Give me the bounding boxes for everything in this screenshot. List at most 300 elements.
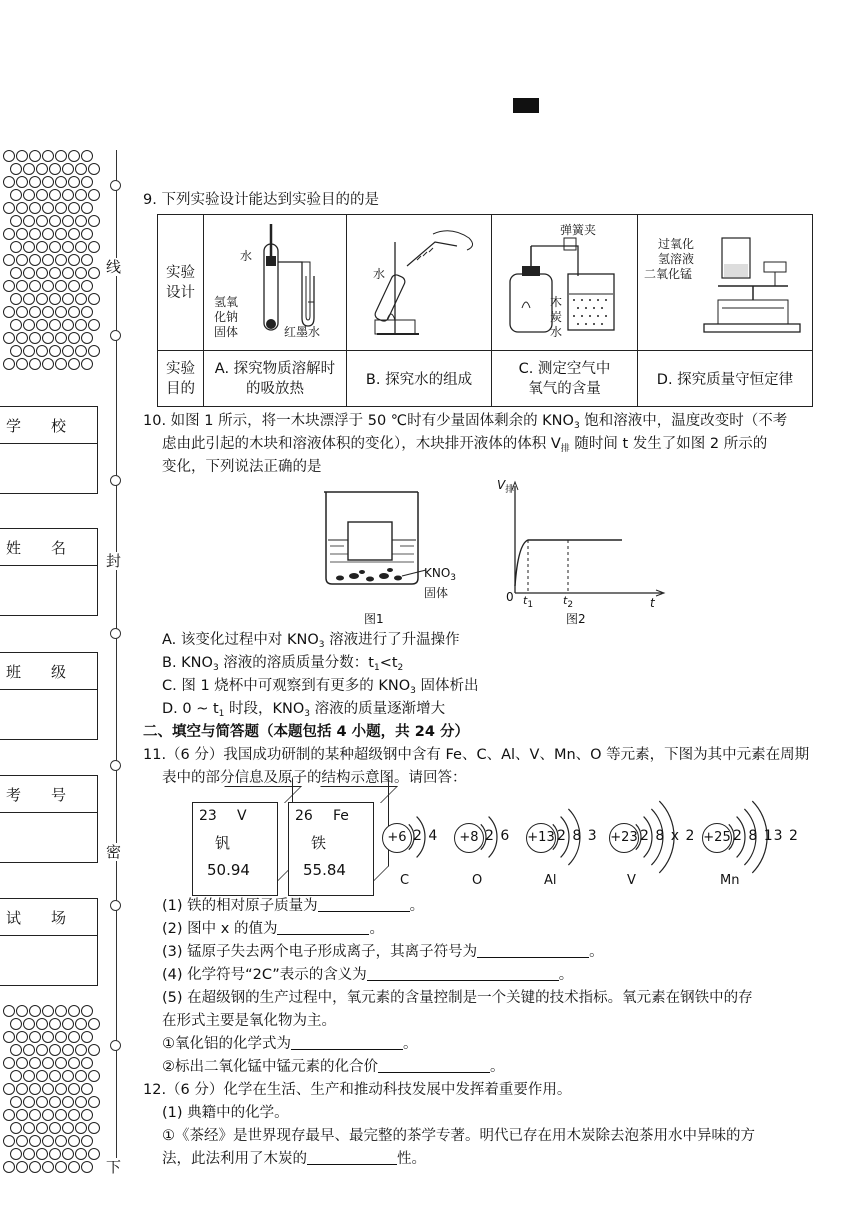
- seal-circle: [110, 180, 121, 191]
- dot: [68, 1057, 80, 1069]
- dot: [49, 345, 61, 357]
- dot: [88, 293, 100, 305]
- q9-stem: 9. 下列实验设计能达到实验目的的是: [143, 192, 379, 208]
- dot: [23, 1148, 35, 1160]
- dot: [29, 1135, 41, 1147]
- dot: [88, 163, 100, 175]
- dot: [16, 1005, 28, 1017]
- dot-pattern-bottom: [0, 1005, 98, 1180]
- dot: [42, 150, 54, 162]
- dot: [23, 215, 35, 227]
- page-marker: 下: [106, 1158, 122, 1176]
- class-field[interactable]: [0, 652, 98, 740]
- exam-number-field[interactable]: [0, 775, 98, 863]
- dot: [16, 254, 28, 266]
- label-water: 水: [373, 267, 386, 281]
- dot: [62, 189, 74, 201]
- dot: [3, 358, 15, 370]
- dot: [81, 1161, 93, 1173]
- figure1-caption: 图1: [364, 612, 384, 626]
- dot: [3, 332, 15, 344]
- q9-diagram-a: [204, 215, 347, 351]
- dot: [36, 241, 48, 253]
- dot: [42, 254, 54, 266]
- dot: [10, 1148, 22, 1160]
- dot: [23, 1018, 35, 1030]
- fe-atomic-number: 26: [295, 808, 313, 824]
- dot: [75, 267, 87, 279]
- dot: [10, 1044, 22, 1056]
- dot: [68, 1161, 80, 1173]
- figure2-caption: 图2: [566, 612, 586, 626]
- dot: [16, 228, 28, 240]
- dot: [42, 228, 54, 240]
- label-h2o2-2: 氢溶液: [658, 252, 695, 266]
- dot: [81, 1005, 93, 1017]
- dot: [81, 1135, 93, 1147]
- dot: [3, 306, 15, 318]
- seal-char-secret: 密: [106, 843, 122, 861]
- dot: [10, 267, 22, 279]
- q9-experiment-table: [157, 214, 813, 407]
- seal-circle: [110, 628, 121, 639]
- dot: [42, 1057, 54, 1069]
- element-label: C: [400, 873, 410, 888]
- q9-option-b: B. 探究水的组成: [347, 351, 492, 407]
- dot: [81, 228, 93, 240]
- dot: [42, 1083, 54, 1095]
- q11-part1: (1) 铁的相对原子质量为 。: [162, 898, 425, 914]
- dot: [75, 1122, 87, 1134]
- dot: [62, 241, 74, 253]
- dot: [23, 1096, 35, 1108]
- dot: [10, 1070, 22, 1082]
- dot: [62, 1044, 74, 1056]
- q9-option-d: D. 探究质量守恒定律: [638, 351, 813, 407]
- dot: [81, 1083, 93, 1095]
- name-field[interactable]: [0, 528, 98, 616]
- nucleus: +6: [382, 823, 412, 853]
- dot: [49, 215, 61, 227]
- dot: [36, 215, 48, 227]
- dot: [68, 1109, 80, 1121]
- dot: [55, 358, 67, 370]
- dot: [23, 1044, 35, 1056]
- label-charcoal-2: 炭: [550, 310, 563, 324]
- school-label: 学 校: [6, 417, 67, 435]
- seal-circle: [110, 760, 121, 771]
- dot: [62, 319, 74, 331]
- dot: [55, 1161, 67, 1173]
- q12-part1-sub1-line2: 法，此法利用了木炭的 性。: [162, 1151, 426, 1167]
- figure2-volume-time-graph: [490, 478, 670, 608]
- dot: [23, 293, 35, 305]
- dot: [29, 1083, 41, 1095]
- dot: [68, 254, 80, 266]
- dot: [88, 189, 100, 201]
- q11-part5-line2: 在形式主要是氧化物为主。: [162, 1013, 336, 1029]
- dot: [10, 189, 22, 201]
- dot: [81, 1109, 93, 1121]
- dot: [68, 332, 80, 344]
- dot: [62, 345, 74, 357]
- dot: [55, 306, 67, 318]
- dot: [29, 306, 41, 318]
- dot: [42, 1031, 54, 1043]
- figure1-beaker-diagram: [318, 488, 428, 588]
- dot: [36, 189, 48, 201]
- dot: [75, 241, 87, 253]
- q9-diagram-d: [638, 215, 813, 351]
- dot: [55, 280, 67, 292]
- q12-stem: 12.（6 分）化学在生活、生产和推动科技发展中发挥着重要作用。: [143, 1082, 572, 1098]
- dot: [36, 345, 48, 357]
- q11-part3: (3) 锰原子失去两个电子形成离子，其离子符号为 。: [162, 944, 604, 960]
- dot: [36, 1122, 48, 1134]
- dot: [81, 358, 93, 370]
- dot: [16, 280, 28, 292]
- seal-circle: [110, 1040, 121, 1051]
- dot: [3, 1109, 15, 1121]
- dot: [16, 1109, 28, 1121]
- dot: [10, 1122, 22, 1134]
- water-composition-diagram: [347, 216, 491, 350]
- fe-atomic-mass: 55.84: [303, 861, 346, 879]
- dot: [75, 293, 87, 305]
- dot: [23, 319, 35, 331]
- q10-stem-line2: 虑由此引起的木块和溶液体积的变化），木块排开液体的体积 $V_排$ 随时间 t 发生了如图 2 所示的: [162, 436, 768, 454]
- dot: [36, 319, 48, 331]
- dot: [29, 358, 41, 370]
- dot: [23, 345, 35, 357]
- q11-stem-line2: 表中的部分信息及原子的结构示意图。请回答：: [162, 770, 467, 786]
- dot: [55, 254, 67, 266]
- label-water: 水: [240, 249, 253, 263]
- dot: [16, 1083, 28, 1095]
- dot: [10, 345, 22, 357]
- figure2-origin: 0: [506, 590, 514, 604]
- electron-counts: 2 8 x 2: [640, 828, 696, 844]
- dot: [16, 1031, 28, 1043]
- dot: [29, 202, 41, 214]
- dot: [68, 280, 80, 292]
- dot: [36, 1148, 48, 1160]
- dot: [81, 176, 93, 188]
- q9-diagram-c: [492, 215, 638, 351]
- label-h2o2-1: 过氧化: [658, 237, 695, 251]
- seal-char-seal: 封: [106, 552, 122, 570]
- label-naoh-2: 化钠: [214, 310, 239, 324]
- dot: [88, 1148, 100, 1160]
- dot: [3, 1161, 15, 1173]
- dot: [42, 1161, 54, 1173]
- dot: [36, 1018, 48, 1030]
- dot: [49, 267, 61, 279]
- v-name: 钒: [215, 834, 231, 852]
- dot: [16, 1057, 28, 1069]
- dot: [49, 1044, 61, 1056]
- dot: [10, 241, 22, 253]
- dot: [75, 189, 87, 201]
- dot: [29, 1031, 41, 1043]
- q10-option-b: B. $KNO_3$ 溶液的溶质质量分数：$t_1<t_2$: [162, 655, 404, 673]
- nucleus: +8: [454, 823, 484, 853]
- q11-part5-sub1: ①氧化铝的化学式为 。: [162, 1036, 418, 1052]
- v-atomic-mass: 50.94: [207, 861, 250, 879]
- dot: [36, 293, 48, 305]
- dot: [68, 1031, 80, 1043]
- q10-stem-line3: 变化，下列说法正确的是: [162, 459, 322, 475]
- dot: [81, 332, 93, 344]
- q12-part1: (1) 典籍中的化学。: [162, 1105, 289, 1121]
- figure1-label-kno3: $KNO_3$ 固体: [424, 566, 457, 600]
- dot: [81, 202, 93, 214]
- dot: [68, 150, 80, 162]
- label-mno2: 二氧化锰: [644, 267, 693, 281]
- v-atomic-number: 23: [199, 808, 217, 824]
- print-registration-mark: [513, 98, 539, 113]
- school-field[interactable]: [0, 406, 98, 494]
- dot: [81, 306, 93, 318]
- dot: [10, 1096, 22, 1108]
- electron-counts: 2 4: [413, 828, 439, 844]
- dot: [3, 1083, 15, 1095]
- dot: [75, 215, 87, 227]
- dot: [49, 1018, 61, 1030]
- q11-part5-line1: (5) 在超级钢的生产过程中，氧元素的含量控制是一个关键的技术指标。氧元素在钢铁中的存: [162, 990, 753, 1006]
- dot: [81, 1057, 93, 1069]
- dot: [75, 1096, 87, 1108]
- dot: [88, 1122, 100, 1134]
- dot: [10, 1018, 22, 1030]
- dot: [16, 1161, 28, 1173]
- label-charcoal-1: 木: [550, 295, 563, 309]
- q10-option-d: D. 0 ~ $t_1$ 时段，$KNO_3$ 溶液的质量逐渐增大: [162, 701, 446, 719]
- exam-room-field[interactable]: [0, 898, 98, 986]
- dot: [29, 1057, 41, 1069]
- element-label: Mn: [720, 873, 740, 888]
- dot: [29, 150, 41, 162]
- dot: [3, 1135, 15, 1147]
- dot: [3, 280, 15, 292]
- dot: [55, 202, 67, 214]
- fe-name: 铁: [311, 834, 327, 852]
- dot: [23, 267, 35, 279]
- dot: [29, 332, 41, 344]
- dot: [75, 345, 87, 357]
- q9-diagram-b: [347, 215, 492, 351]
- dot: [23, 1122, 35, 1134]
- dot: [49, 319, 61, 331]
- dot: [68, 176, 80, 188]
- seal-circle: [110, 900, 121, 911]
- dot: [42, 358, 54, 370]
- dot: [42, 1109, 54, 1121]
- seal-circle: [110, 330, 121, 341]
- figure2-t2: $t_2$: [563, 594, 574, 610]
- dot: [49, 1122, 61, 1134]
- dot: [81, 1031, 93, 1043]
- dot: [42, 332, 54, 344]
- dot: [81, 150, 93, 162]
- dot: [62, 293, 74, 305]
- dot: [3, 150, 15, 162]
- dot: [49, 189, 61, 201]
- dot-pattern-top: [0, 150, 98, 400]
- q11-part5-sub2: ②标出二氧化锰中锰元素的化合价 。: [162, 1059, 505, 1075]
- dot: [29, 1109, 41, 1121]
- dot: [10, 319, 22, 331]
- dot: [3, 176, 15, 188]
- q11-part4: (4) 化学符号“2C”表示的含义为 。: [162, 967, 574, 983]
- dot: [55, 1109, 67, 1121]
- dot: [55, 228, 67, 240]
- dot: [10, 163, 22, 175]
- dot: [88, 1070, 100, 1082]
- dot: [62, 267, 74, 279]
- dot: [88, 267, 100, 279]
- dot: [62, 1018, 74, 1030]
- dot: [62, 163, 74, 175]
- dot: [68, 228, 80, 240]
- dot: [81, 254, 93, 266]
- dot: [42, 176, 54, 188]
- dot: [88, 1096, 100, 1108]
- dot: [62, 1070, 74, 1082]
- dot: [55, 1057, 67, 1069]
- dot: [3, 202, 15, 214]
- dot: [49, 1070, 61, 1082]
- dot: [42, 202, 54, 214]
- dot: [55, 1031, 67, 1043]
- dot: [29, 254, 41, 266]
- name-label: 姓 名: [6, 539, 67, 557]
- dot: [49, 163, 61, 175]
- q11-stem-line1: 11.（6 分）我国成功研制的某种超级钢中含有 Fe、C、Al、V、Mn、O 等元素，下图为其中元素在周期: [143, 747, 810, 763]
- q9-row2-header: 实验 目的: [158, 351, 204, 407]
- dot: [88, 345, 100, 357]
- dot: [23, 1070, 35, 1082]
- dot: [29, 176, 41, 188]
- dot: [55, 1135, 67, 1147]
- dot: [68, 1005, 80, 1017]
- dot: [55, 1083, 67, 1095]
- dot: [55, 332, 67, 344]
- dot: [75, 1070, 87, 1082]
- exam-room-label: 试 场: [6, 909, 67, 927]
- dot: [36, 1096, 48, 1108]
- dot: [42, 306, 54, 318]
- fe-symbol: Fe: [333, 808, 349, 824]
- dot: [29, 280, 41, 292]
- element-label: O: [472, 873, 483, 888]
- dot: [49, 1148, 61, 1160]
- dot: [49, 241, 61, 253]
- seal-circle: [110, 475, 121, 486]
- dot: [23, 241, 35, 253]
- dot: [68, 306, 80, 318]
- dot: [3, 1057, 15, 1069]
- dot: [62, 1096, 74, 1108]
- dot: [23, 163, 35, 175]
- element-label: Al: [544, 873, 557, 888]
- dot: [88, 1044, 100, 1056]
- dot: [88, 1018, 100, 1030]
- q9-option-c: C. 测定空气中 氧气的含量: [492, 351, 638, 407]
- q10-option-a: A. 该变化过程中对 $KNO_3$ 溶液进行了升温操作: [162, 632, 460, 650]
- dot: [49, 293, 61, 305]
- dot: [23, 189, 35, 201]
- dot: [16, 202, 28, 214]
- dot: [3, 1031, 15, 1043]
- figure2-t1: $t_1$: [523, 594, 534, 610]
- nucleus: +25: [702, 823, 732, 853]
- dot: [29, 1005, 41, 1017]
- seal-line: [116, 150, 117, 1170]
- dot: [75, 1018, 87, 1030]
- dot: [42, 1135, 54, 1147]
- dot: [88, 241, 100, 253]
- dot: [36, 1044, 48, 1056]
- q9-option-a: A. 探究物质溶解时 的吸放热: [204, 351, 347, 407]
- element-label: V: [627, 873, 636, 888]
- dot: [10, 215, 22, 227]
- dot: [81, 280, 93, 292]
- dot: [36, 267, 48, 279]
- seal-char-line: 线: [106, 258, 122, 276]
- nucleus: +13: [526, 823, 556, 853]
- electron-counts: 2 6: [485, 828, 511, 844]
- dot: [75, 319, 87, 331]
- q12-part1-sub1-line1: ①《茶经》是世界现存最早、最完整的茶学专著。明代已存在用木炭除去泡茶用水中异味的方: [162, 1128, 755, 1144]
- dot: [29, 1161, 41, 1173]
- electron-counts: 2 8 13 2: [733, 828, 799, 844]
- q9-row1-header: 实验 设计: [158, 215, 204, 351]
- dot: [16, 150, 28, 162]
- dot: [42, 1005, 54, 1017]
- dot: [55, 150, 67, 162]
- dot: [88, 215, 100, 227]
- label-spring-clip: 弹簧夹: [560, 223, 597, 237]
- dot: [16, 176, 28, 188]
- dot: [55, 1005, 67, 1017]
- dot: [75, 1148, 87, 1160]
- dot: [36, 163, 48, 175]
- dot: [75, 163, 87, 175]
- label-water: 水: [550, 325, 563, 339]
- dot: [29, 228, 41, 240]
- dot: [68, 1135, 80, 1147]
- label-red-ink: 红墨水: [284, 325, 321, 339]
- dot: [36, 1070, 48, 1082]
- dot: [62, 1148, 74, 1160]
- electron-counts: 2 8 3: [557, 828, 598, 844]
- dot: [10, 293, 22, 305]
- dot: [49, 1096, 61, 1108]
- dot: [62, 1122, 74, 1134]
- dot: [42, 280, 54, 292]
- dot: [16, 1135, 28, 1147]
- dot: [55, 176, 67, 188]
- dot: [68, 202, 80, 214]
- class-label: 班 级: [6, 663, 67, 681]
- section-2-heading: 二、填空与简答题（本题包括 4 小题，共 24 分）: [143, 724, 469, 740]
- q10-stem-line1: 10. 如图 1 所示，将一木块漂浮于 50 ℃时有少量固体剩余的 $KNO_3$ 饱和溶液中，温度改变时（不考: [143, 413, 788, 431]
- nucleus: +23: [609, 823, 639, 853]
- v-symbol: V: [237, 808, 247, 824]
- exam-number-label: 考 号: [6, 786, 67, 804]
- label-naoh-3: 固体: [214, 325, 239, 339]
